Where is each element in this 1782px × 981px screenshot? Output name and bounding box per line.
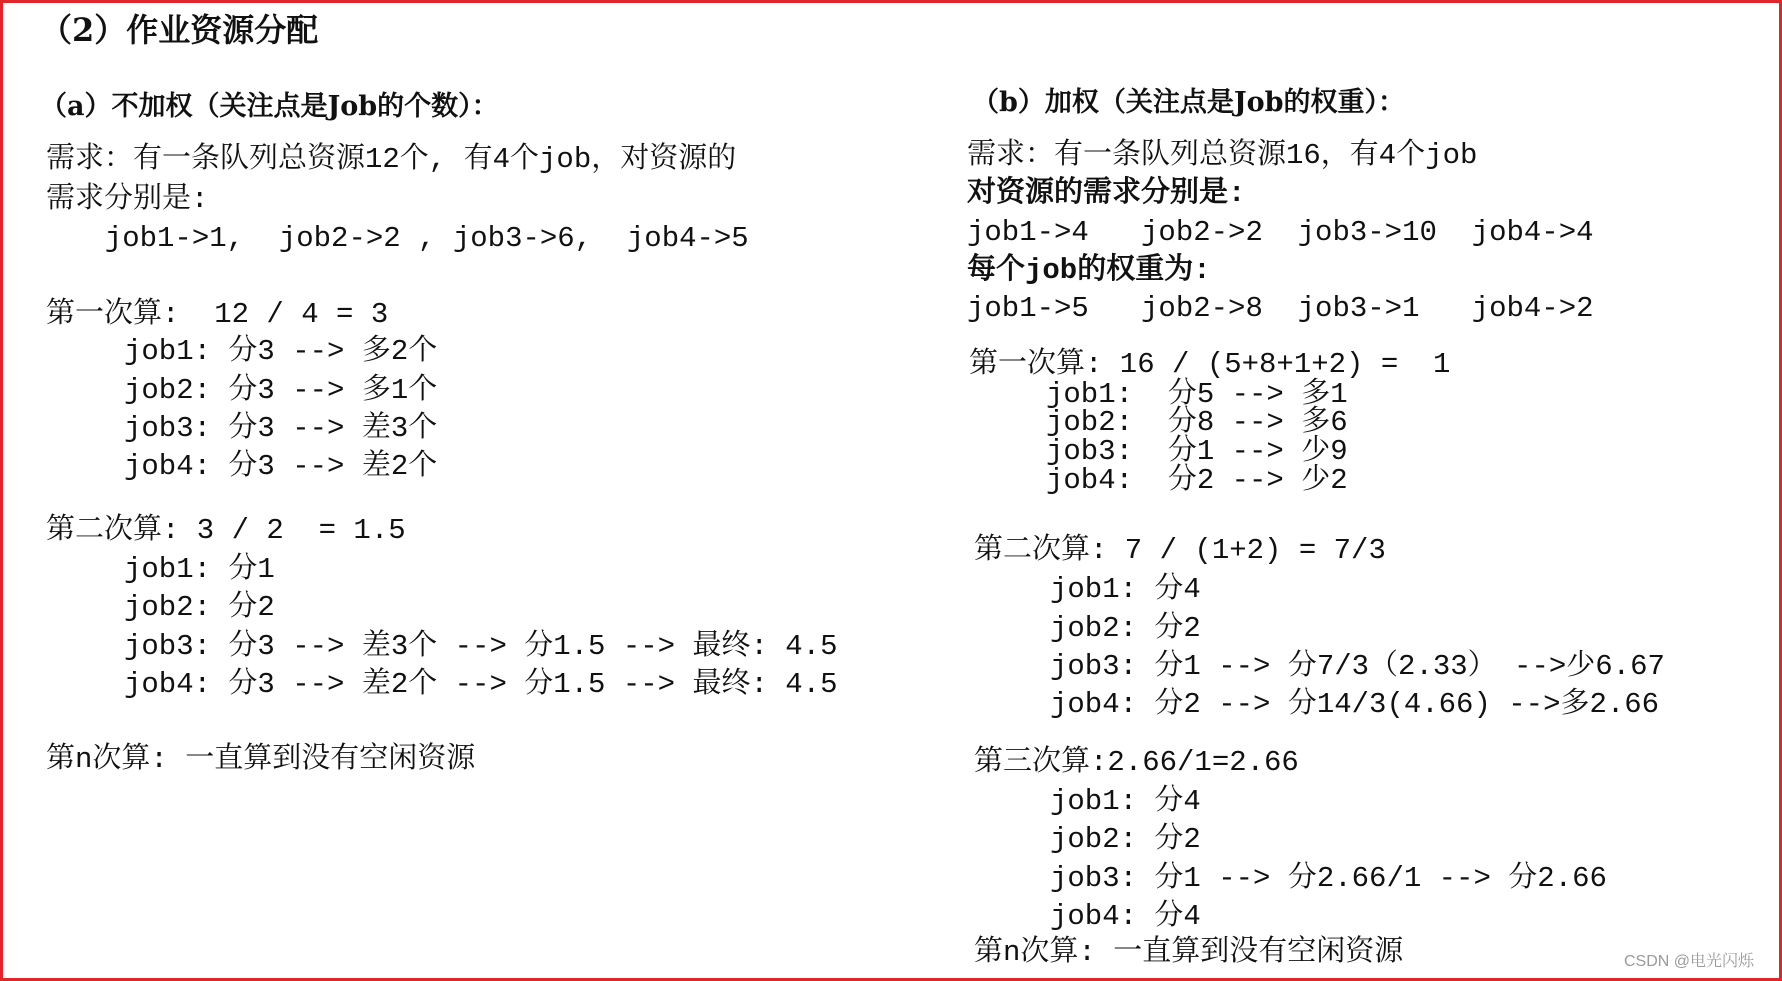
right-line-15: job4: 分2 --> 分14/3(4.66) -->多2.66 xyxy=(1050,688,1660,721)
right-line-1: 需求：有一条队列总资源16，有4个job xyxy=(967,139,1478,172)
left-line-3: job1->1, job2->2 , job3->6, job4->5 xyxy=(70,222,749,255)
left-line-14: 第n次算: 一直算到没有空闲资源 xyxy=(46,743,476,776)
right-line-17: job1: 分4 xyxy=(1050,785,1201,818)
left-heading: （a）不加权（关注点是Job的个数）： xyxy=(40,91,499,122)
right-line-16: 第三次算:2.66/1=2.66 xyxy=(974,746,1299,779)
right-line-11: 第二次算: 7 / (1+2) = 7/3 xyxy=(974,534,1386,567)
left-line-12: job3: 分3 --> 差3个 --> 分1.5 --> 最终: 4.5 xyxy=(124,630,838,663)
right-line-6: 第一次算: 16 / (5+8+1+2) = 1 xyxy=(969,348,1451,381)
right-line-18: job2: 分2 xyxy=(1050,823,1201,856)
section-title: （2）作业资源分配 xyxy=(40,11,319,49)
left-line-9: 第二次算: 3 / 2 = 1.5 xyxy=(46,514,406,547)
right-line-7: job1: 分5 --> 多1 xyxy=(1046,378,1348,411)
left-line-4: 第一次算: 12 / 4 = 3 xyxy=(46,298,389,331)
right-line-5: job1->5 job2->8 job3->1 job4->2 xyxy=(967,292,1594,325)
right-line-2: 对资源的需求分别是: xyxy=(967,177,1246,210)
right-line-8: job2: 分8 --> 多6 xyxy=(1046,406,1348,439)
left-line-8: job4: 分3 --> 差2个 xyxy=(124,450,438,483)
right-line-12: job1: 分4 xyxy=(1050,573,1201,606)
right-line-9: job3: 分1 --> 少9 xyxy=(1046,435,1348,468)
right-line-20: job4: 分4 xyxy=(1050,900,1201,933)
right-heading: （b）加权（关注点是Job的权重）： xyxy=(972,87,1406,118)
left-line-6: job2: 分3 --> 多1个 xyxy=(124,374,438,407)
right-line-14: job3: 分1 --> 分7/3（2.33） -->少6.67 xyxy=(1050,650,1665,683)
left-line-10: job1: 分1 xyxy=(124,553,275,586)
right-line-21: 第n次算: 一直算到没有空闲资源 xyxy=(974,936,1404,969)
left-line-7: job3: 分3 --> 差3个 xyxy=(124,412,438,445)
right-line-4: 每个job的权重为: xyxy=(967,254,1211,287)
left-line-13: job4: 分3 --> 差2个 --> 分1.5 --> 最终: 4.5 xyxy=(124,668,838,701)
left-line-11: job2: 分2 xyxy=(124,591,275,624)
right-line-3: job1->4 job2->2 job3->10 job4->4 xyxy=(967,216,1594,249)
left-line-5: job1: 分3 --> 多2个 xyxy=(124,335,438,368)
watermark: CSDN @电光闪烁 xyxy=(1624,953,1755,970)
right-line-13: job2: 分2 xyxy=(1050,612,1201,645)
left-line-1: 需求：有一条队列总资源12个, 有4个job，对资源的 xyxy=(46,143,737,176)
right-line-19: job3: 分1 --> 分2.66/1 --> 分2.66 xyxy=(1050,862,1607,895)
left-line-2: 需求分别是: xyxy=(46,183,209,216)
right-line-10: job4: 分2 --> 少2 xyxy=(1046,464,1348,497)
